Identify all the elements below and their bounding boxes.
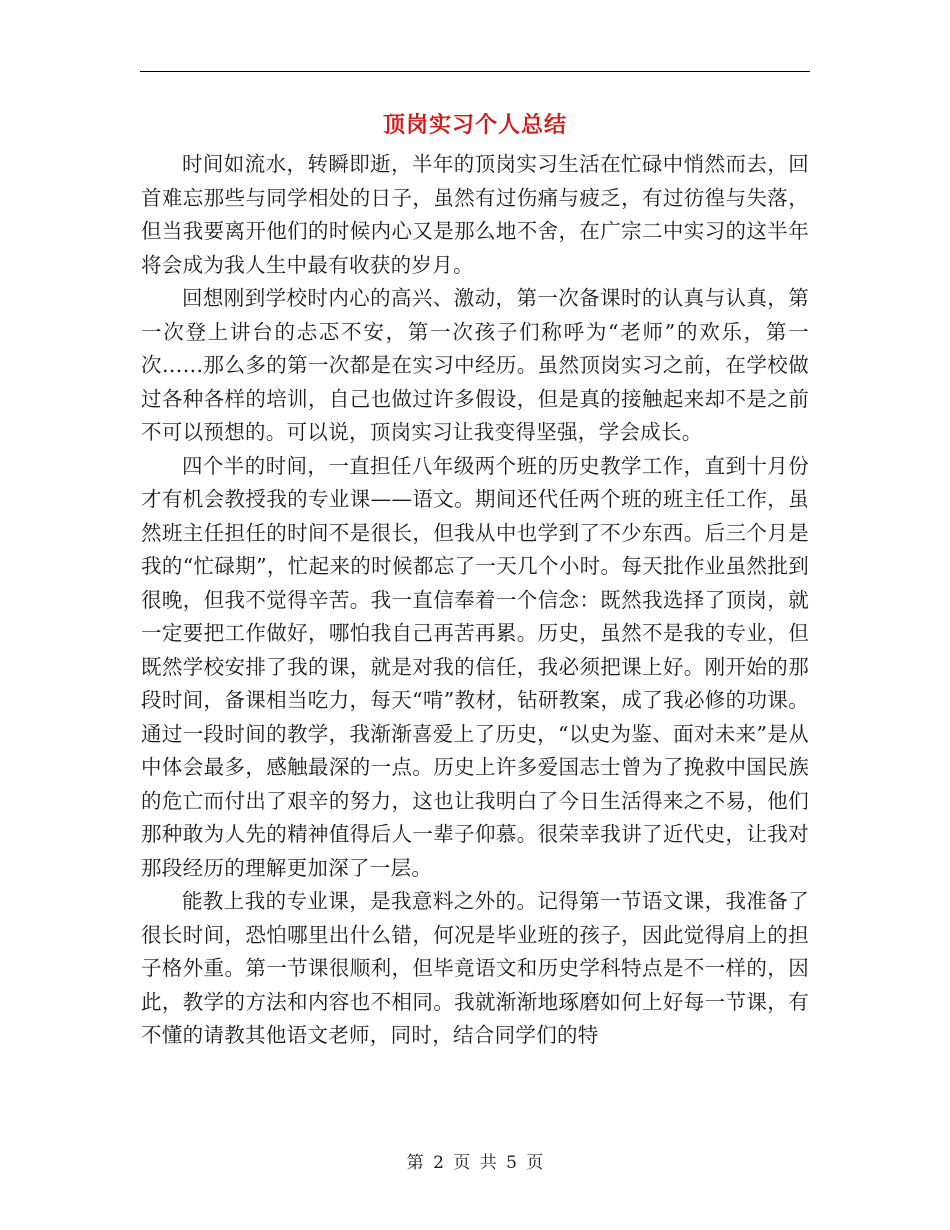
paragraph-1: 时间如流水，转瞬即逝，半年的顶岗实习生活在忙碌中悄然而去，回首难忘那些与同学相处的日子，虽然有过伤痛与疲乏，有过彷徨与失落，但当我要离开他们的时候内心又是那么地不舍，在广宗二中实习的这半年将会成为我人生中最有收获的岁月。: [141, 152, 809, 277]
header-rule: [140, 71, 810, 72]
paragraph-2: 回想刚到学校时内心的高兴、激动，第一次备课时的认真与认真，第一次登上讲台的忐忑不安，第一次孩子们称呼为“老师”的欢乐，第一次……那么多的第一次都是在实习中经历。虽然顶岗实习之前，在学校做过各种各样的培训，自己也做过许多假设，但是真的接触起来却不是之前不可以预想的。可以说，顶岗实习让我变得坚强，学会成长。: [141, 286, 809, 444]
page-footer: [0, 1151, 950, 1175]
document-body: [141, 148, 809, 1053]
footer-prefix: 第: [406, 1153, 424, 1173]
paragraph-3: 四个半的时间，一直担任八年级两个班的历史教学工作，直到十月份才有机会教授我的专业课——语文。期间还代任两个班的班主任工作，虽然班主任担任的时间不是很长，但我从中也学到了不少东西。后三个月是我的“忙碌期”，忙起来的时候都忘了一天几个小时。每天批作业虽然批到很晚，但我不觉得辛苦。我一直信奉着一个信念：既然我选择了顶岗，就一定要把工作做好，哪怕我自己再苦再累。历史，虽然不是我的专业，但既然学校安排了我的课，就是对我的信任，我必须把课上好。刚开始的那段时间，备课相当吃力，每天“啃”教材，钻研教案，成了我必修的功课。通过一段时间的教学，我渐渐喜爱上了历史，“以史为鉴、面对未来”是从中体会最多，感触最深的一点。历史上许多爱国志士曾为了挽救中国民族的危亡而付出了艰辛的努力，这也让我明白了今日生活得来之不易，他们那种敢为人先的精神值得后人一辈子仰慕。很荣幸我讲了近代史，让我对那段经历的理解更加深了一层。: [141, 453, 809, 880]
footer-suffix: 页: [526, 1153, 544, 1173]
paragraph-4: 能教上我的专业课，是我意料之外的。记得第一节语文课，我准备了很长时间，恐怕哪里出什么错，何况是毕业班的孩子，因此觉得肩上的担子格外重。第一节课很顺利，但毕竟语文和历史学科特点是不一样的，因此，教学的方法和内容也不相同。我就渐渐地琢磨如何上好每一节课，有不懂的请教其他语文老师，同时，结合同学们的特: [141, 889, 809, 1047]
footer-page-word: 页: [453, 1153, 471, 1173]
document-title: 顶岗实习个人总结: [382, 112, 567, 138]
footer-total-word: 共: [479, 1153, 497, 1173]
current-page-number: 2: [433, 1153, 444, 1173]
total-pages-number: 5: [506, 1153, 517, 1173]
